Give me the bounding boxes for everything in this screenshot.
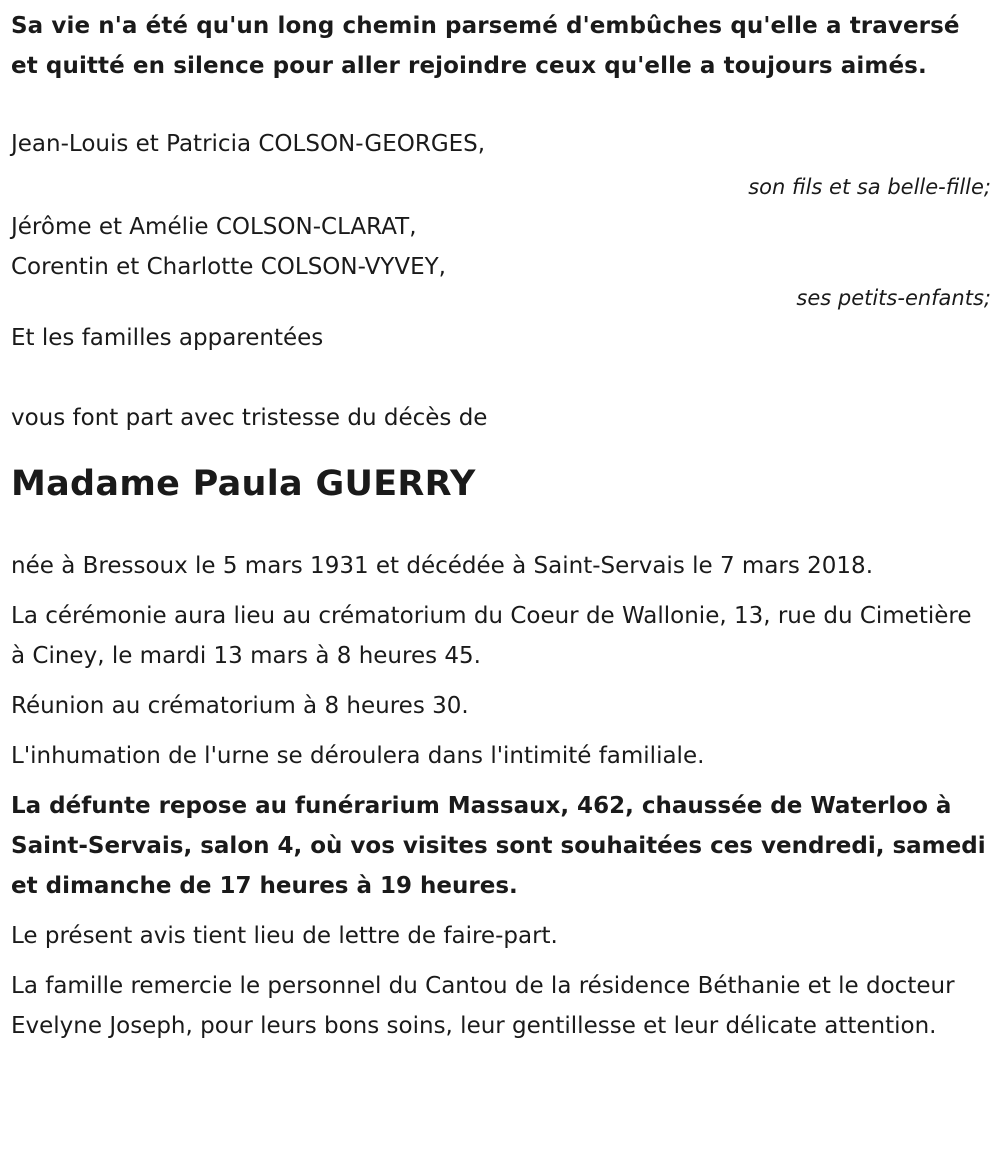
spacer: [11, 358, 991, 398]
family-grandchild-2: Corentin et Charlotte COLSON-VYVEY,: [11, 254, 446, 280]
burial-paragraph: L'inhumation de l'urne se déroulera dans l'intimité familiale.: [11, 743, 705, 769]
family-grandchildren-relation: ses petits-enfants;: [796, 286, 991, 310]
gathering-paragraph: Réunion au crématorium à 8 heures 30.: [11, 693, 469, 719]
ceremony-paragraph: La cérémonie aura lieu au crématorium du Coeur de Wallonie, 13, rue du Cimetière à Ciney, le mardi 13 mars à 8 heures 45.: [11, 603, 972, 669]
notice-paragraph: Le présent avis tient lieu de lettre de faire-part.: [11, 923, 558, 949]
birth-death-paragraph: née à Bressoux le 5 mars 1931 et décédée à Saint-Servais le 7 mars 2018.: [11, 553, 874, 579]
family-grandchild-1: Jérôme et Amélie COLSON-CLARAT,: [11, 214, 417, 240]
family-son-relation: son fils et sa belle-fille;: [748, 175, 991, 199]
family-son: Jean-Louis et Patricia COLSON-GEORGES,: [11, 131, 486, 157]
intro-paragraph: Sa vie n'a été qu'un long chemin parsemé d'embûches qu'elle a traversé et quitté en silence pour aller rejoindre ceux qu'elle a toujours aimés.: [11, 13, 960, 79]
visitation-paragraph: La défunte repose au funérarium Massaux, 462, chaussée de Waterloo à Saint-Servais, salon 4, où vos visites sont souhaitées ces vendredi, samedi et dimanche de 17 heures à 19 heures.: [11, 793, 986, 899]
spacer: [11, 508, 991, 546]
deceased-name: Madame Paula GUERRY: [11, 464, 476, 504]
obituary-notice: [11, 6, 991, 1056]
family-relatives: Et les familles apparentées: [11, 325, 324, 351]
spacer: [11, 86, 991, 124]
spacer: [11, 438, 991, 460]
announcement: vous font part avec tristesse du décès de: [11, 405, 488, 431]
thanks-paragraph: La famille remercie le personnel du Cantou de la résidence Béthanie et le docteur Evelyne Joseph, pour leurs bons soins, leur gentillesse et leur délicate attention.: [11, 973, 955, 1039]
